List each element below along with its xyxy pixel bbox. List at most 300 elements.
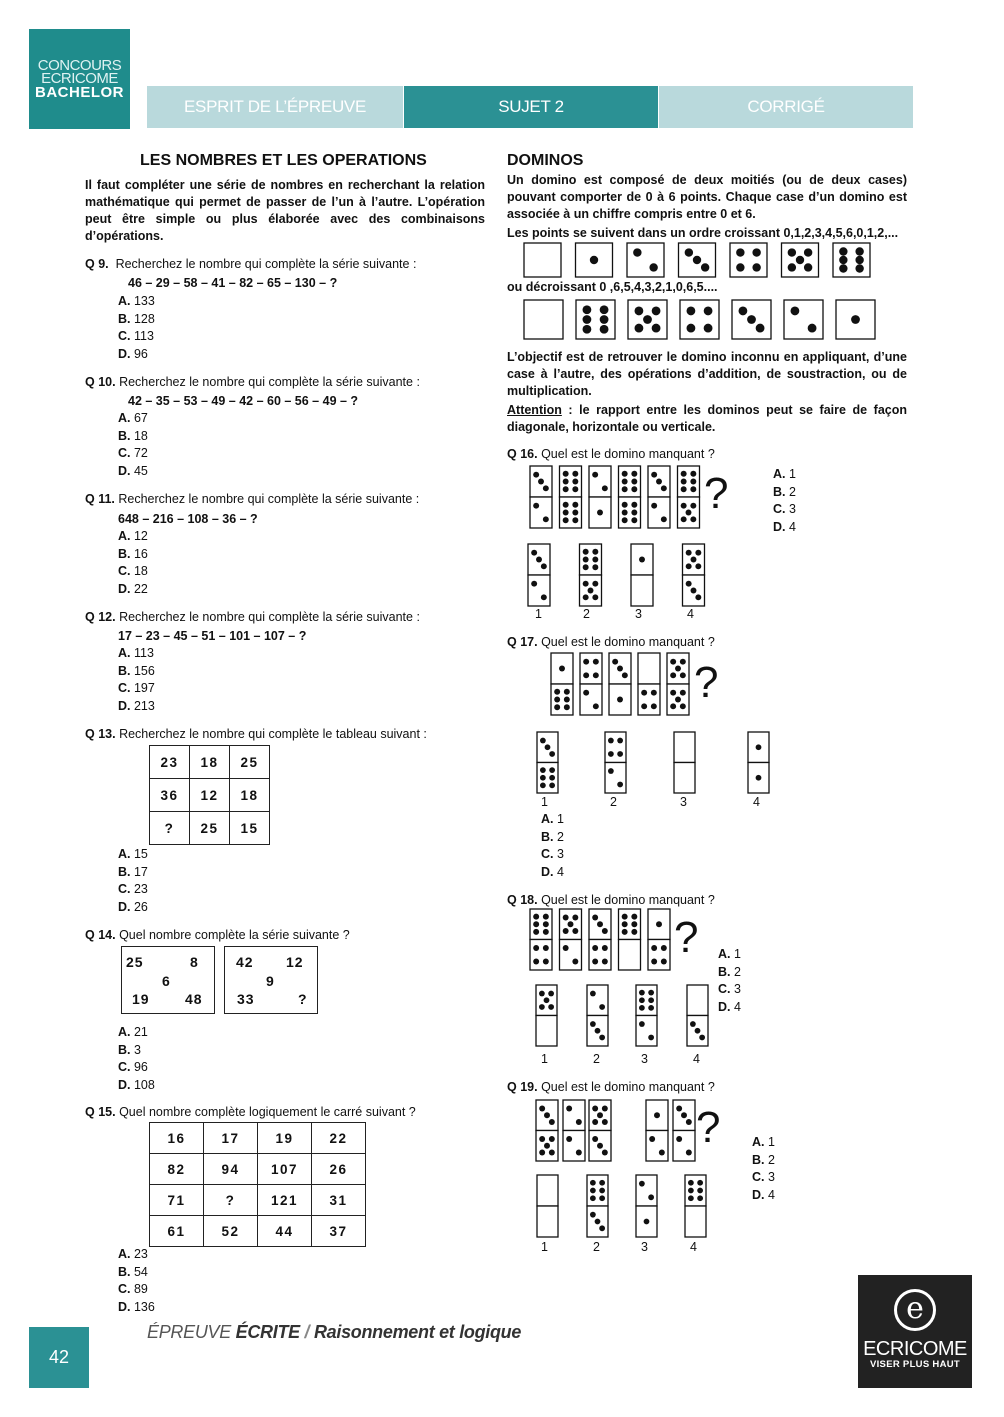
domino-pip: [839, 256, 847, 264]
q13-heading: Q 13. Recherchez le nombre qui complète le tableau suivant :: [85, 727, 427, 741]
domino-pip: [608, 768, 614, 774]
q15-heading: Q 15. Quel nombre complète logiquement le carré suivant ?: [85, 1105, 416, 1119]
domino-pip: [563, 471, 569, 477]
domino-pip: [600, 305, 609, 314]
domino-pip: [592, 945, 598, 951]
q18-choice-num: 3: [641, 1052, 648, 1066]
domino-pip: [572, 510, 578, 516]
domino-pip: [602, 945, 608, 951]
option[interactable]: B. 3: [118, 1042, 141, 1057]
table-cell: 22: [312, 1123, 366, 1154]
attention-text: Attention : le rapport entre les dominos peut se faire de façon diagonale, horizontale ou verticale.: [507, 403, 907, 434]
domino-pip: [756, 324, 765, 333]
domino-bottom: [619, 940, 641, 971]
domino-pip: [652, 324, 661, 333]
q12-heading: Q 12. Recherchez le nombre qui complète la série suivante :: [85, 610, 420, 624]
option[interactable]: C. 3: [773, 502, 796, 516]
domino-pip: [554, 697, 560, 703]
domino-pip: [676, 1136, 682, 1142]
domino-bottom: [537, 1206, 558, 1237]
domino-pip: [656, 479, 662, 485]
option[interactable]: A. 1: [752, 1135, 775, 1149]
domino-pip: [670, 659, 676, 665]
domino-pip: [541, 563, 547, 569]
domino-pip: [680, 690, 686, 696]
domino-pip: [592, 581, 598, 587]
domino-pip: [651, 472, 657, 478]
option[interactable]: D. 4: [773, 519, 796, 534]
domino-pip: [681, 503, 687, 509]
option[interactable]: C. 197: [118, 681, 155, 695]
domino-pip: [851, 315, 860, 324]
domino-pip: [639, 997, 645, 1003]
table-cell: 61: [150, 1216, 204, 1247]
table-cell: 36: [150, 779, 190, 812]
option[interactable]: A. 12: [118, 529, 148, 543]
domino-bottom: [580, 684, 602, 715]
domino-pip: [651, 945, 657, 951]
domino-pip: [592, 1119, 598, 1125]
asc-domino-face: [730, 243, 767, 277]
option[interactable]: A. 15: [118, 847, 148, 861]
domino-pip: [648, 1005, 654, 1011]
domino-pip: [685, 248, 693, 256]
domino-pip: [617, 666, 623, 672]
domino-pip: [651, 703, 657, 709]
domino-pip: [592, 472, 598, 478]
domino-bottom: [674, 763, 695, 794]
option[interactable]: A. 1: [718, 947, 741, 961]
q19-sequence-domino: [563, 1100, 585, 1131]
domino-pip: [572, 486, 578, 492]
option[interactable]: D. 108: [118, 1077, 155, 1092]
domino-pip: [583, 325, 592, 334]
domino-bottom: [638, 684, 660, 715]
domino-pip: [583, 564, 589, 570]
table-cell: 44: [258, 1216, 312, 1247]
domino-pip: [595, 1219, 601, 1225]
domino-pip: [697, 1195, 703, 1201]
domino-pip: [639, 1005, 645, 1011]
domino-pip: [531, 550, 537, 556]
table-cell: 26: [312, 1154, 366, 1185]
domino-pip: [631, 479, 637, 485]
domino-pip: [633, 248, 641, 256]
domino-pip: [686, 550, 692, 556]
domino-bottom: [685, 1206, 706, 1237]
domino-pip: [583, 305, 592, 314]
domino-pip: [592, 594, 598, 600]
domino-pip: [549, 1119, 555, 1125]
q18-choice-num: 4: [693, 1052, 700, 1066]
domino-pip: [563, 479, 569, 485]
domino-pip: [690, 471, 696, 477]
domino-pip: [576, 1119, 582, 1125]
domino-pip: [661, 945, 667, 951]
domino-pip: [651, 503, 657, 509]
domino-pip: [631, 929, 637, 935]
domino-pip: [680, 703, 686, 709]
option[interactable]: D. 4: [718, 999, 741, 1014]
domino-pip: [590, 1180, 596, 1186]
q16-heading: Q 16. Quel est le domino manquant ?: [507, 447, 715, 461]
ecricome-logo: e ECRICOME VISER PLUS HAUT: [858, 1275, 972, 1388]
domino-pip: [597, 510, 603, 516]
domino-pip: [631, 510, 637, 516]
asc-domino-face: [524, 243, 561, 277]
domino-pip: [644, 1219, 650, 1225]
domino-pip: [548, 1004, 554, 1010]
option[interactable]: B. 2: [718, 964, 741, 979]
domino-pip: [622, 479, 628, 485]
table-cell: 18: [230, 779, 270, 812]
option[interactable]: D. 136: [118, 1299, 155, 1314]
domino-pip: [543, 945, 549, 951]
domino-pip: [652, 307, 661, 316]
domino-pip: [796, 256, 804, 264]
domino-pip: [736, 263, 744, 271]
domino-pip: [608, 751, 614, 757]
tab-corrige[interactable]: CORRIGÉ: [659, 86, 913, 128]
option[interactable]: D. 213: [118, 698, 155, 713]
domino-pip: [622, 502, 628, 508]
q19-question-mark: ?: [696, 1103, 721, 1152]
domino-pip: [588, 588, 594, 594]
table-cell: 16: [150, 1123, 204, 1154]
option[interactable]: B. 156: [118, 663, 155, 678]
option[interactable]: B. 17: [118, 864, 148, 879]
domino-pip: [564, 704, 570, 710]
table-cell: 71: [150, 1185, 204, 1216]
concours-logo: CONCOURS ECRICOME BACHELOR: [29, 29, 130, 129]
domino-pip: [540, 775, 546, 781]
option[interactable]: B. 128: [118, 311, 155, 326]
domino-pip: [544, 1143, 550, 1149]
desc-text: ou décroissant 0 ,6,5,4,3,2,1,0,6,5....: [507, 280, 718, 294]
right-title: DOMINOS: [507, 152, 584, 169]
domino-pip: [599, 1188, 605, 1194]
option[interactable]: C. 89: [118, 1282, 148, 1296]
domino-pip: [695, 550, 701, 556]
domino-pip: [590, 256, 598, 264]
domino-pip: [548, 991, 554, 997]
domino-pip: [687, 307, 696, 316]
domino-pip: [690, 486, 696, 492]
domino-pip: [540, 767, 546, 773]
option[interactable]: B. 2: [773, 484, 796, 499]
domino-pip: [631, 517, 637, 523]
domino-pip: [697, 1188, 703, 1194]
domino-pip: [595, 1028, 601, 1034]
domino-pip: [686, 1119, 692, 1125]
q18-choice-num: 2: [593, 1052, 600, 1066]
option[interactable]: A. 113: [118, 646, 154, 660]
domino-pip: [617, 697, 623, 703]
option[interactable]: C. 23: [118, 882, 148, 896]
domino-pip: [533, 945, 539, 951]
option[interactable]: C. 18: [118, 564, 148, 578]
domino-pip: [699, 1035, 705, 1041]
domino-pip: [617, 782, 623, 788]
domino-pip: [670, 672, 676, 678]
option[interactable]: D. 4: [752, 1187, 775, 1202]
domino-pip: [554, 704, 560, 710]
domino-pip: [564, 697, 570, 703]
domino-pip: [639, 557, 645, 563]
domino-pip: [704, 324, 713, 333]
q9-series: 46 – 29 – 58 – 41 – 82 – 65 – 130 – ?: [128, 276, 338, 290]
domino-pip: [649, 1136, 655, 1142]
option[interactable]: A. 23: [118, 1247, 148, 1261]
domino-pip: [690, 1021, 696, 1027]
q16-choice-num: 1: [535, 607, 542, 621]
domino-pip: [631, 502, 637, 508]
domino-pip: [545, 744, 551, 750]
domino-pip: [563, 517, 569, 523]
q16-question-mark: ?: [704, 469, 729, 518]
domino-pip: [691, 588, 697, 594]
domino-pip: [599, 1004, 605, 1010]
domino-pip: [752, 248, 760, 256]
domino-pip: [622, 921, 628, 927]
option[interactable]: C. 72: [118, 446, 148, 460]
domino-pip: [583, 659, 589, 665]
domino-pip: [670, 703, 676, 709]
domino-pip: [695, 563, 701, 569]
domino-pip: [659, 1149, 665, 1155]
table-cell: ?: [150, 812, 190, 845]
domino-pip: [752, 263, 760, 271]
domino-pip: [583, 315, 592, 324]
option[interactable]: A. 67: [118, 411, 148, 425]
domino-pip: [661, 958, 667, 964]
domino-pip: [622, 517, 628, 523]
q17-sequence-domino: [580, 653, 602, 684]
domino-pip: [602, 928, 608, 934]
q17-choice-num: 2: [610, 795, 617, 809]
option[interactable]: A. 21: [118, 1025, 148, 1039]
option[interactable]: D. 22: [118, 581, 148, 596]
tab-esprit[interactable]: ESPRIT DE L’ÉPREUVE: [147, 86, 403, 128]
option[interactable]: D. 45: [118, 463, 148, 478]
asc-text: Les points se suivent dans un ordre croissant 0,1,2,3,4,5,6,0,1,2,...: [507, 226, 899, 240]
option[interactable]: D. 96: [118, 346, 148, 361]
domino-pip: [690, 516, 696, 522]
q17-sequence-domino: [638, 653, 660, 684]
domino-pip: [635, 307, 644, 316]
option[interactable]: D. 26: [118, 899, 148, 914]
domino-pip: [686, 581, 692, 587]
domino-pip: [590, 1195, 596, 1201]
table-cell: 31: [312, 1185, 366, 1216]
domino-pip: [704, 307, 713, 316]
domino-pip: [543, 485, 549, 491]
ecricome-e-icon: e: [894, 1289, 936, 1331]
option[interactable]: D. 4: [541, 864, 564, 879]
domino-pip: [544, 997, 550, 1003]
domino-pip: [648, 997, 654, 1003]
option[interactable]: B. 2: [541, 829, 564, 844]
q10-series: 42 – 35 – 53 – 49 – 42 – 60 – 56 – 49 – ?: [128, 394, 359, 408]
domino-pip: [597, 921, 603, 927]
q14-box-2: 42 12 9 33 ?: [224, 946, 318, 1014]
domino-bottom: [589, 940, 611, 971]
option[interactable]: B. 16: [118, 546, 148, 561]
domino-pip: [597, 1112, 603, 1118]
domino-pip: [543, 516, 549, 522]
domino-pip: [592, 557, 598, 563]
domino-pip: [635, 324, 644, 333]
domino-pip: [583, 690, 589, 696]
option[interactable]: B. 2: [752, 1152, 775, 1167]
domino-pip: [688, 1180, 694, 1186]
domino-pip: [602, 1119, 608, 1125]
domino-pip: [631, 921, 637, 927]
domino-pip: [680, 672, 686, 678]
table-cell: 121: [258, 1185, 312, 1216]
domino-pip: [641, 690, 647, 696]
left-title: LES NOMBRES ET LES OPERATIONS: [140, 152, 427, 169]
q16-choice-num: 3: [635, 607, 642, 621]
domino-pip: [563, 510, 569, 516]
domino-pip: [756, 775, 762, 781]
domino-pip: [593, 703, 599, 709]
domino-pip: [592, 1106, 598, 1112]
domino-pip: [593, 672, 599, 678]
domino-pip: [572, 517, 578, 523]
domino-pip: [540, 738, 546, 744]
q17-choice-num: 3: [680, 795, 687, 809]
domino-pip: [839, 247, 847, 255]
domino-bottom: [648, 940, 670, 971]
domino-pip: [600, 315, 609, 324]
domino-pip: [643, 315, 652, 324]
domino-pip: [681, 486, 687, 492]
table-cell: 107: [258, 1154, 312, 1185]
domino-pip: [695, 594, 701, 600]
domino-pip: [693, 256, 701, 264]
domino-pip: [572, 471, 578, 477]
domino-pip: [549, 782, 555, 788]
domino-pip: [617, 738, 623, 744]
domino-pip: [599, 1195, 605, 1201]
domino-pip: [568, 921, 574, 927]
q17-choice-num: 1: [541, 795, 548, 809]
domino-pip: [583, 581, 589, 587]
option[interactable]: C. 3: [541, 847, 564, 861]
domino-pip: [639, 1181, 645, 1187]
option[interactable]: A. 1: [541, 812, 564, 826]
option[interactable]: C. 3: [718, 982, 741, 996]
q18-heading: Q 18. Quel est le domino manquant ?: [507, 893, 715, 907]
domino-pip: [563, 945, 569, 951]
domino-pip: [639, 990, 645, 996]
domino-pip: [602, 485, 608, 491]
domino-pip: [648, 1194, 654, 1200]
page-number: 42: [29, 1327, 89, 1388]
domino-pip: [543, 914, 549, 920]
domino-pip: [559, 666, 565, 672]
domino-pip: [536, 557, 542, 563]
domino-pip: [697, 1180, 703, 1186]
domino-pip: [701, 263, 709, 271]
domino-pip: [549, 775, 555, 781]
tab-sujet[interactable]: SUJET 2: [404, 86, 658, 128]
right-intro: Un domino est composé de deux moitiés (ou de deux cases) pouvant comporter de 0 à 6 points. Chaque case d’un domino est associée à un chiffre compris entre 0 et 6.: [507, 173, 907, 221]
table-cell: 17: [204, 1123, 258, 1154]
table-cell: 18: [190, 746, 230, 779]
option[interactable]: C. 96: [118, 1060, 148, 1074]
option[interactable]: C. 113: [118, 329, 154, 343]
domino-pip: [592, 549, 598, 555]
domino-pip: [649, 263, 657, 271]
q11-heading: Q 11. Recherchez le nombre qui complète la série suivante :: [85, 492, 420, 506]
domino-pip: [791, 307, 800, 316]
domino-pip: [566, 1136, 572, 1142]
domino-pip: [736, 248, 744, 256]
domino-pip: [612, 659, 618, 665]
option[interactable]: B. 18: [118, 428, 148, 443]
domino-pip: [563, 502, 569, 508]
q16-choice-num: 2: [583, 607, 590, 621]
domino-pip: [564, 689, 570, 695]
option[interactable]: C. 3: [752, 1170, 775, 1184]
domino-pip: [566, 1106, 572, 1112]
domino-pip: [670, 690, 676, 696]
domino-pip: [600, 325, 609, 334]
table-cell: 52: [204, 1216, 258, 1247]
domino-pip: [538, 479, 544, 485]
q19-choice-domino: [537, 1175, 558, 1206]
domino-bottom: [636, 1016, 657, 1047]
domino-pip: [622, 672, 628, 678]
domino-pip: [631, 486, 637, 492]
table-cell: 15: [230, 812, 270, 845]
desc-domino-face: [784, 300, 823, 339]
q9-heading: Q 9. Recherchez le nombre qui complète la série suivante :: [85, 257, 417, 271]
domino-pip: [599, 1035, 605, 1041]
table-cell: 82: [150, 1154, 204, 1185]
domino-pip: [549, 1149, 555, 1155]
asc-domino-face: [627, 243, 664, 277]
option[interactable]: A. 133: [118, 294, 155, 308]
domino-pip: [539, 1106, 545, 1112]
domino-bottom: [530, 940, 552, 971]
domino-pip: [654, 1112, 660, 1118]
domino-pip: [676, 1106, 682, 1112]
domino-pip: [531, 581, 537, 587]
domino-pip: [686, 510, 692, 516]
option[interactable]: B. 54: [118, 1264, 148, 1279]
table-cell: 94: [204, 1154, 258, 1185]
domino-pip: [592, 958, 598, 964]
domino-pip: [639, 1021, 645, 1027]
domino-pip: [544, 1112, 550, 1118]
q19-choice-num: 3: [641, 1240, 648, 1254]
domino-bottom: [646, 1131, 668, 1162]
domino-pip: [687, 324, 696, 333]
option[interactable]: A. 1: [773, 467, 796, 481]
q18-question-mark: ?: [674, 913, 699, 962]
domino-pip: [539, 991, 545, 997]
table-cell: 37: [312, 1216, 366, 1247]
domino-pip: [622, 510, 628, 516]
domino-pip: [608, 738, 614, 744]
q12-series: 17 – 23 – 45 – 51 – 101 – 107 – ?: [118, 629, 307, 643]
domino-pip: [739, 307, 748, 316]
domino-pip: [855, 264, 863, 272]
table-cell: 25: [230, 746, 270, 779]
